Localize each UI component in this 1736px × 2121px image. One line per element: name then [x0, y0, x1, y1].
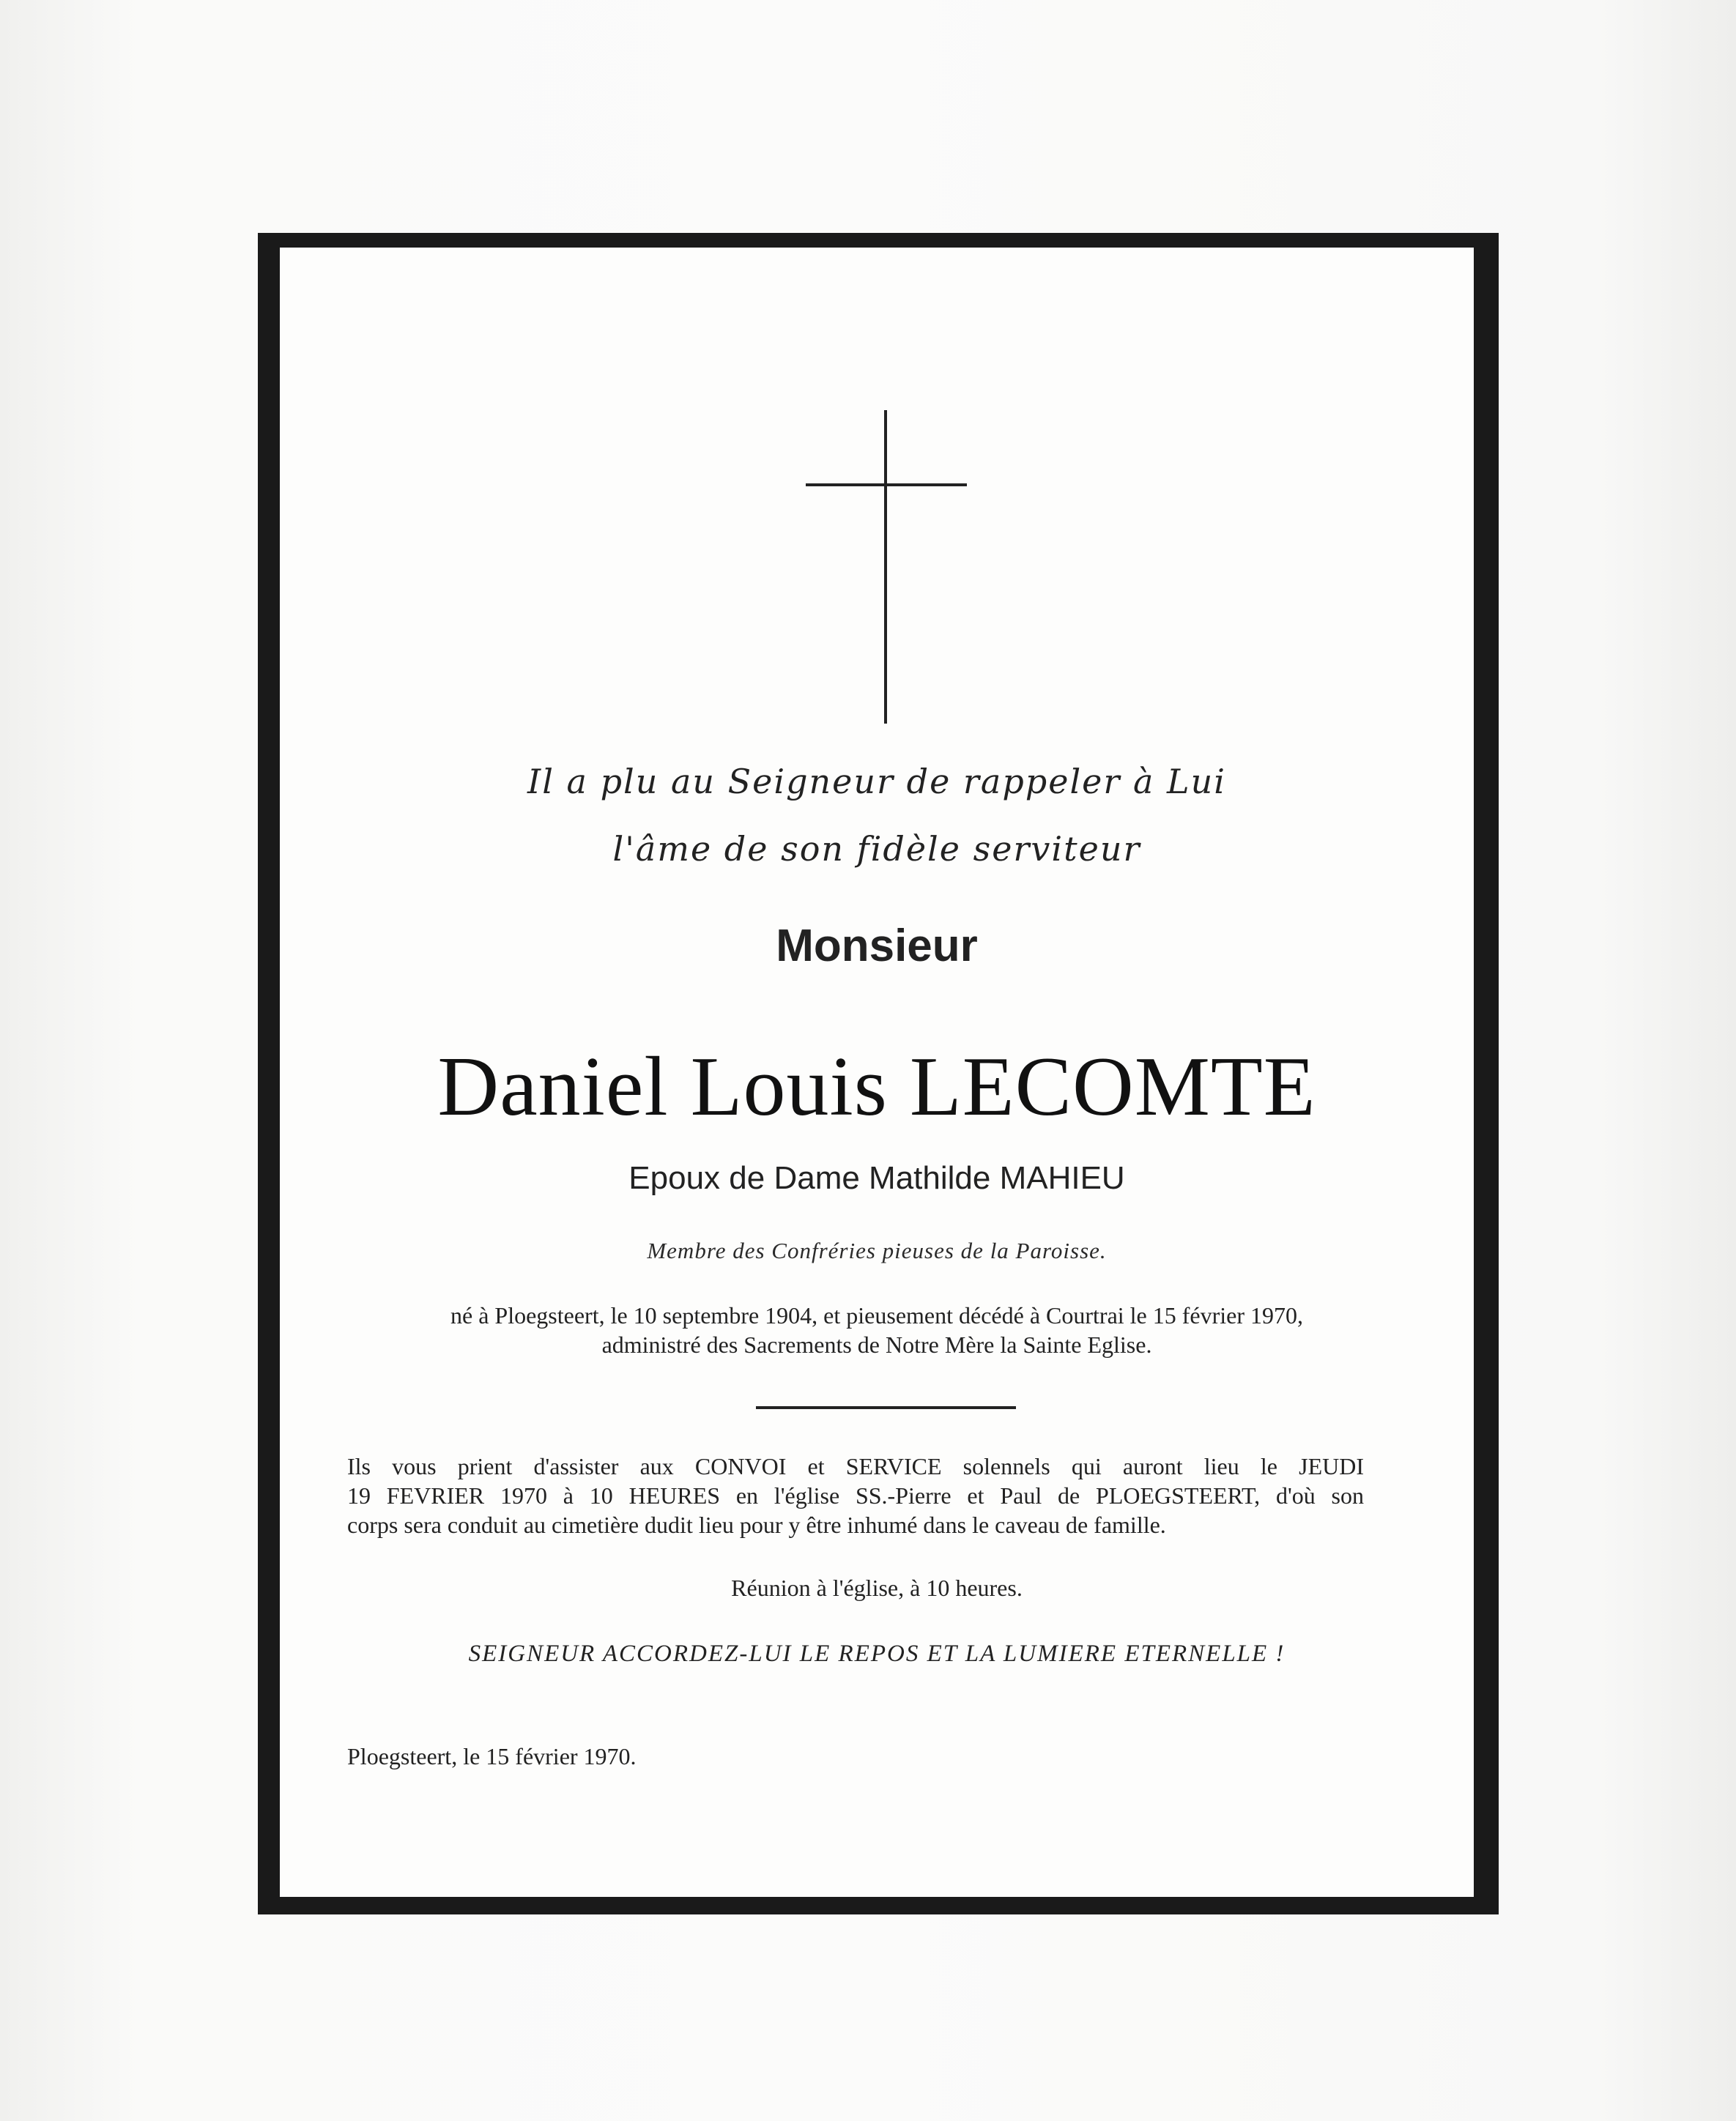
invitation-line-1: Ils vous prient d'assister aux CONVOI et SERVICE solennels qui auront lieu le JEUDI: [347, 1453, 1364, 1479]
birth-death-line-1: né à Ploegsteert, le 10 septembre 1904, et pieusement décédé à Courtrai le 15 février 1970,: [450, 1302, 1304, 1329]
invitation-line-3: corps sera conduit au cimetière dudit lieu pour y être inhumé dans le caveau de famille.: [347, 1512, 1166, 1538]
invitation-line-2: 19 FEVRIER 1970 à 10 HEURES en l'église SS.-Pierre et Paul de PLOEGSTEERT, d'où son: [347, 1482, 1364, 1509]
spouse-line: Epoux de Dame Mathilde MAHIEU: [628, 1160, 1125, 1196]
honorific: Monsieur: [776, 921, 978, 971]
cross-horizontal-bar: [806, 483, 967, 486]
meeting-line: Réunion à l'église, à 10 heures.: [731, 1575, 1023, 1601]
membership-line: Membre des Confréries pieuses de la Paroisse.: [647, 1238, 1107, 1263]
invitation-paragraph: [347, 1452, 1364, 1539]
place-date-line: Ploegsteert, le 15 février 1970.: [347, 1743, 637, 1769]
divider-rule: [756, 1406, 1016, 1409]
header-line-2: l'âme de son fidèle serviteur: [612, 829, 1141, 869]
prayer-line: SEIGNEUR ACCORDEZ-LUI LE REPOS ET LA LUMIERE ETERNELLE !: [468, 1641, 1286, 1667]
birth-death-line-2: administré des Sacrements de Notre Mère la Sainte Eglise.: [601, 1331, 1152, 1358]
header-line-1: Il a plu au Seigneur de rappeler à Lui: [527, 762, 1226, 801]
cross-vertical-bar: [884, 410, 887, 724]
deceased-name: Daniel Louis LECOMTE: [437, 1040, 1316, 1134]
